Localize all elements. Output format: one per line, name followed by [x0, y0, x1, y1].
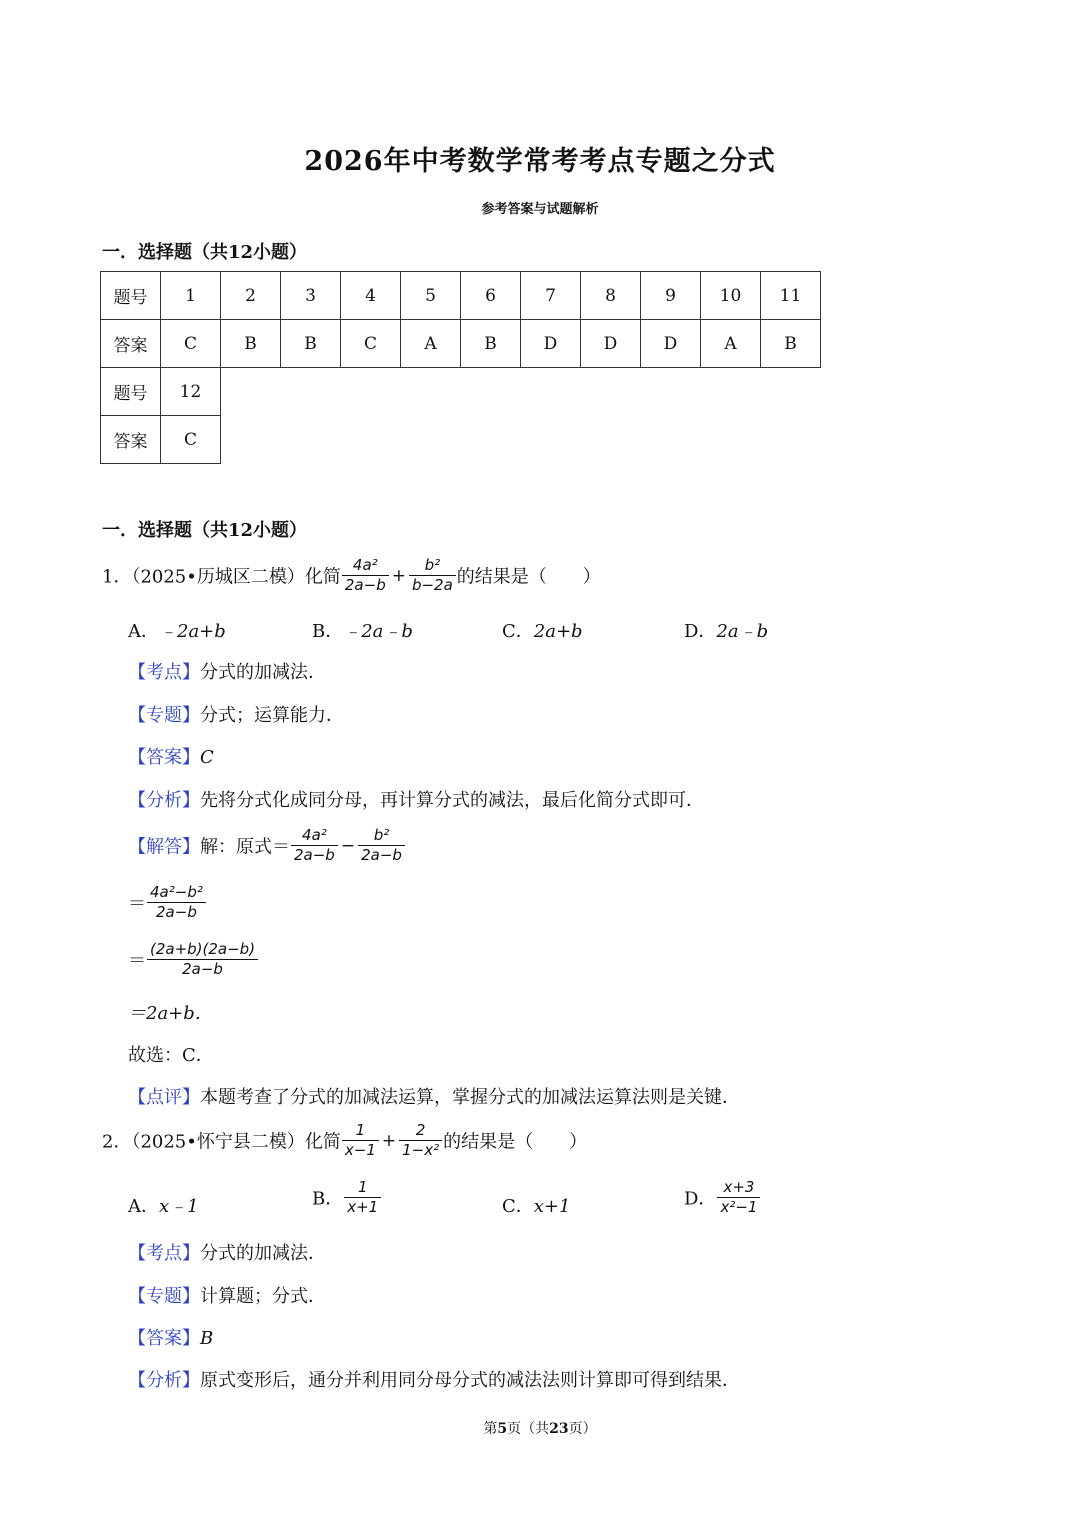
table-cell: A	[701, 320, 761, 368]
option-c: C．x+1	[502, 1196, 571, 1217]
option-c: C．2a+b	[502, 621, 583, 642]
table-cell: 8	[581, 272, 641, 320]
table-cell: B	[461, 320, 521, 368]
table-row	[101, 272, 821, 320]
table-cell: 7	[521, 272, 581, 320]
table-cell: C	[161, 320, 221, 368]
page-subtitle: 参考答案与试题解析	[481, 202, 599, 217]
table-cell: B	[761, 320, 821, 368]
table-cell: C	[161, 416, 221, 464]
table-row	[101, 416, 821, 464]
row-label-answer: 答案	[101, 416, 161, 464]
table-cell: 6	[461, 272, 521, 320]
page-title: 2026年中考数学常考考点专题之分式	[304, 146, 776, 177]
table-cell: D	[521, 320, 581, 368]
q1-kaodian: 【考点】分式的加减法．	[128, 662, 326, 683]
table-cell: 5	[401, 272, 461, 320]
q1-result: ＝2a+b．	[128, 1003, 213, 1024]
table-cell: C	[341, 320, 401, 368]
section-heading: 一．选择题（共12小题）	[102, 242, 308, 263]
table-row	[101, 320, 821, 368]
table-cell: 2	[221, 272, 281, 320]
q1-step-3: ＝ $\frac{(2a+b)(2a-b)}{2a-b}$	[128, 940, 259, 979]
row-label-answer: 答案	[101, 320, 161, 368]
table-cell: 3	[281, 272, 341, 320]
fraction: $\frac{1}{x-1}$	[342, 1121, 379, 1160]
table-cell: 11	[761, 272, 821, 320]
q1-step-2: ＝ $\frac{\text{4a²−b²}}{2a-b}$	[128, 883, 207, 922]
q1-analysis: 【分析】先将分式化成同分母，再计算分式的减法，最后化简分式即可．	[128, 790, 704, 811]
q2-analysis: 【分析】原式变形后，通分并利用同分母分式的减法法则计算即可得到结果．	[128, 1370, 740, 1391]
question-1-stem: 1．（2025•历城区二模）化简 $\frac{\text{4a²}}{2a-b}$ + $\frac{\text{b²}}{b-2a}$ 的结果是（ ）	[102, 556, 601, 594]
option-a: A．x﹣1	[128, 1196, 199, 1217]
option-d: D．2a﹣b	[684, 621, 769, 642]
table-cell: 1	[161, 272, 221, 320]
table-row	[101, 368, 821, 416]
fraction: $\frac{\text{4a²}}{2a-b}$	[342, 556, 389, 595]
q1-solution: 【解答】解：原式＝ $\frac{\text{4a²}}{2a-b}$ − $\frac{\text{b²}}{2a-b}$	[128, 826, 406, 865]
fraction: $\frac{\text{b²}}{b-2a}$	[409, 556, 456, 595]
q1-choice: 故选：C．	[128, 1045, 214, 1066]
table-cell: 12	[161, 368, 221, 416]
option-b: B．﹣2a﹣b	[312, 621, 413, 642]
fraction: $\frac{1}{x+1}$	[344, 1178, 381, 1217]
q2-answer: 【答案】B	[128, 1328, 214, 1349]
question-2-stem: 2．（2025•怀宁县二模）化简 $\frac{1}{x-1}$ + $\frac{2}{\text{1−x²}}$ 的结果是（ ）	[102, 1121, 588, 1159]
q2-kaodian: 【考点】分式的加减法．	[128, 1243, 326, 1264]
table-cell: D	[641, 320, 701, 368]
table-empty	[221, 368, 821, 416]
table-cell: 9	[641, 272, 701, 320]
table-cell: 4	[341, 272, 401, 320]
table-cell: B	[221, 320, 281, 368]
q1-zhuanti: 【专题】分式；运算能力．	[128, 705, 344, 726]
fraction: $\frac{2}{\text{1−x²}}$	[399, 1121, 442, 1160]
answer-table	[100, 271, 821, 464]
fraction: $\frac{x+3}{\text{x²−1}}$	[717, 1178, 760, 1217]
table-cell: 10	[701, 272, 761, 320]
fraction: $\frac{\text{4a²−b²}}{2a-b}$	[147, 883, 206, 922]
table-cell: A	[401, 320, 461, 368]
fraction: $\frac{(2a+b)(2a-b)}{2a-b}$	[147, 940, 258, 979]
table-empty	[221, 416, 821, 464]
q1-comment: 【点评】本题考查了分式的加减法运算，掌握分式的加减法运算法则是关键．	[128, 1087, 740, 1108]
fraction: $\frac{\text{4a²}}{2a-b}$	[291, 826, 338, 865]
q2-zhuanti: 【专题】计算题；分式．	[128, 1286, 326, 1307]
row-label-number: 题号	[101, 368, 161, 416]
option-d: D． $\frac{x+3}{\text{x²−1}}$	[684, 1178, 761, 1217]
table-cell: D	[581, 320, 641, 368]
q1-answer: 【答案】C	[128, 747, 214, 768]
option-a: A．﹣2a+b	[128, 621, 226, 642]
row-label-number: 题号	[101, 272, 161, 320]
fraction: $\frac{\text{b²}}{2a-b}$	[358, 826, 405, 865]
option-b: B． $\frac{1}{x+1}$	[312, 1178, 382, 1217]
page-footer: 第5页（共23页）	[483, 1421, 597, 1437]
section-heading-2: 一．选择题（共12小题）	[102, 520, 308, 541]
table-cell: B	[281, 320, 341, 368]
